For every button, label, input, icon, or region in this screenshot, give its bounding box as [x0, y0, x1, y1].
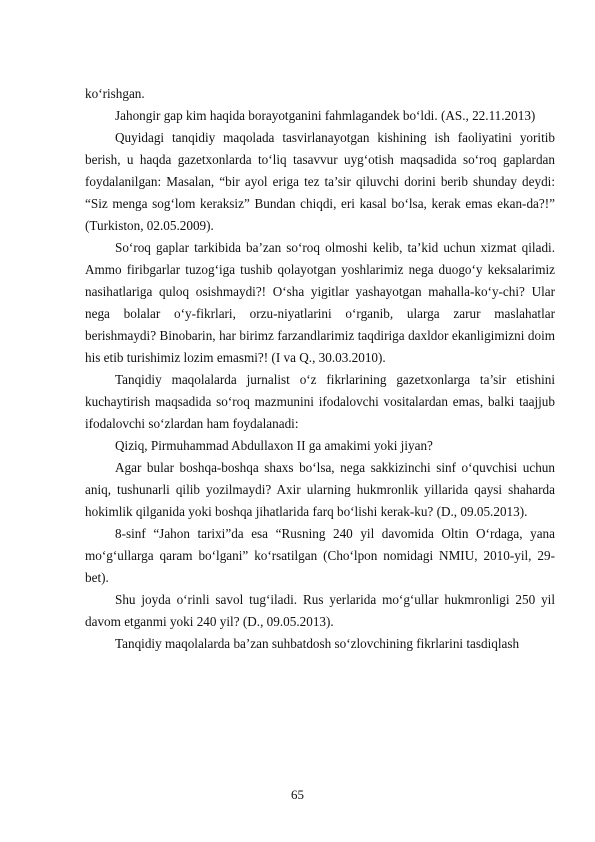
page-number: 65 [291, 787, 304, 802]
paragraph-7: Agar bular boshqa-boshqa shaxs bo‘lsa, nega sakkizinchi sinf o‘quvchisi uchun aniq, tushunarli qilib yozilmaydi? Axir ularning hukmronlik yillarida qaysi shaharda hokimlik qilganida yoki boshqa jihatlarida farq bo‘lishi kerak-ku? (D., 09.05.2013). [85, 460, 555, 519]
paragraph-5: Tanqidiy maqolalarda jurnalist o‘z fikrlarining gazetxonlarga ta’sir etishini kuchaytirish maqsadida so‘roq mazmunini ifodalovchi vositalardan emas, balki taajjub ifodalovchi so‘zlardan ham foydalanadi: [85, 372, 555, 431]
paragraph-9: Shu joyda o‘rinli savol tug‘iladi. Rus yerlarida mo‘g‘ullar hukmronligi 250 yil davom etganmi yoki 240 yil? (D., 09.05.2013). [85, 592, 555, 629]
paragraph-1: ko‘rishgan. [85, 86, 145, 101]
paragraph-4: So‘roq gaplar tarkibida ba’zan so‘roq olmoshi kelib, ta’kid uchun xizmat qiladi. Ammo firibgarlar tuzog‘iga tushib qolayotgan yoshlarimiz nega duogo‘y keksalarimiz nasihatlariga quloq osishmaydi?! O‘sha yigitlar yashayotgan mahalla-ko‘y-chi? Ular nega bolalar o‘y-fikrlari, orzu-niyatlarini o‘rganib, ularga zarur maslahatlar berishmaydi? Binobarin, har birimz farzandlarimiz taqdiriga daxldor ekanligimizni doim his etib turishimiz lozim emasmi?! (I va Q., 30.03.2010). [85, 240, 555, 365]
paragraph-10: Tanqidiy maqolalarda ba’zan suhbatdosh so‘zlovchining fikrlarini tasdiqlash [115, 636, 520, 651]
paragraph-6: Qiziq, Pirmuhammad Abdullaxon II ga amakimi yoki jiyan? [115, 438, 433, 453]
page-body [85, 83, 555, 655]
paragraph-2: Jahongir gap kim haqida borayotganini fahmlagandek bo‘ldi. (AS., 22.11.2013) [115, 108, 536, 123]
paragraph-8: 8-sinf “Jahon tarixi”da esa “Rusning 240 yil davomida Oltin O‘rdaga, yana mo‘g‘ullarga qaram bo‘lgani” ko‘rsatilgan (Cho‘lpon nomidagi NMIU, 2010-yil, 29-bet). [85, 526, 555, 585]
paragraph-3: Quyidagi tanqidiy maqolada tasvirlanayotgan kishining ish faoliyatini yoritib berish, u haqda gazetxonlarda to‘liq tasavvur uyg‘otish maqsadida so‘roq gaplardan foydalanilgan: Masalan, “bir ayol eriga tez ta’sir qiluvchi dorini berib shunday deydi: “Siz menga sog‘lom keraksiz” Bundan chiqdi, eri kasal bo‘lsa, kerak emas ekan-da?!” (Turkiston, 02.05.2009). [85, 130, 555, 233]
